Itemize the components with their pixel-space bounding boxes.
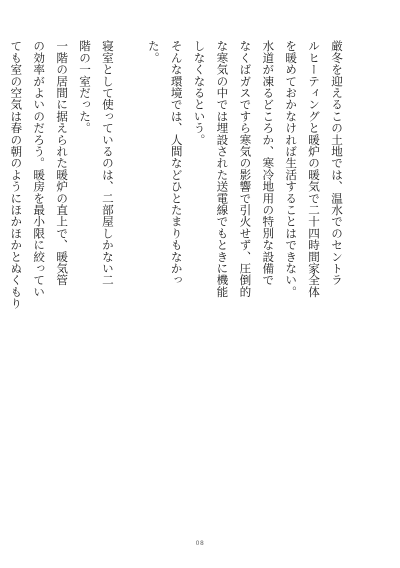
page-number: 08 bbox=[195, 540, 205, 547]
text-line-13: 一階の居間に据えられた暖炉の直上で、暖気管 bbox=[55, 40, 70, 286]
text-line-14: の効率がよいのだろう。暖房を最小限に絞ってい bbox=[32, 40, 47, 298]
text-line-15: ても室の空気は春の朝のようにほかほかとぬくもり bbox=[9, 40, 24, 310]
text-line-7: しなくなるという。 bbox=[192, 40, 207, 146]
text-line-11: 寝室として使っているのは、二部屋しかない二 bbox=[100, 40, 115, 286]
text-line-1: 厳冬を迎えるこの土地では、温水でのセントラ bbox=[330, 40, 344, 286]
text-line-4: 水道が凍るどころか、寒冷地用の特別な設備で bbox=[261, 40, 276, 286]
text-line-6: な寒気の中では埋設された送電線でもときに機能 bbox=[215, 40, 230, 298]
text-line-2: ルヒーティングと暖炉の暖気で二十四時間家全体 bbox=[307, 40, 322, 298]
blank-line bbox=[119, 40, 142, 530]
text-line-12: 階の一室だった。 bbox=[78, 40, 93, 134]
text-line-5: なくばガスですら寒気の影響で引火せず、圧倒的 bbox=[238, 40, 253, 298]
text-line-8: そんな環境では、人間などひとたまりもなかっ bbox=[169, 40, 184, 286]
text-line-9: た。 bbox=[146, 40, 161, 64]
vertical-text-body bbox=[0, 40, 348, 530]
text-line-3: を暖めておかなければ生活することはできない。 bbox=[284, 40, 299, 298]
